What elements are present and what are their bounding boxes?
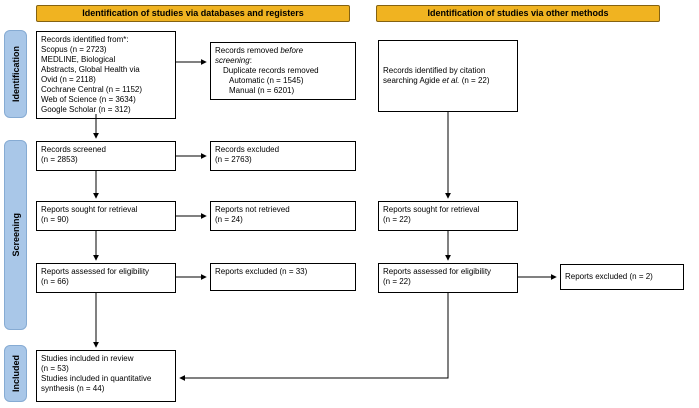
box-line: (n = 22) bbox=[383, 215, 411, 224]
box-line bbox=[215, 46, 351, 56]
stage-label-text: Identification bbox=[10, 46, 21, 102]
studies-included-box bbox=[36, 350, 176, 402]
box-line: (n = 66) bbox=[41, 277, 69, 286]
arrow-other-methods-to-included bbox=[180, 293, 448, 378]
box-line: Abstracts, Global Health via bbox=[41, 65, 140, 74]
box-line: Records identified by citation bbox=[383, 66, 486, 75]
box-line bbox=[383, 76, 513, 86]
stage-label-text: Included bbox=[10, 354, 21, 392]
box-line bbox=[215, 56, 351, 66]
text-span: : bbox=[249, 56, 252, 65]
box-line: (n = 24) bbox=[215, 215, 243, 224]
text-italic: screening bbox=[215, 56, 250, 65]
stage-label-text: Screening bbox=[10, 213, 21, 257]
reports-eligibility-box bbox=[36, 263, 176, 293]
stage-label-identification bbox=[4, 30, 27, 118]
stage-label-included bbox=[4, 345, 27, 402]
box-line: Records excluded bbox=[215, 145, 280, 154]
box-line: Ovid (n = 2118) bbox=[41, 75, 96, 84]
reports-not-retrieved-box bbox=[210, 201, 356, 231]
box-line: Automatic (n = 1545) bbox=[229, 76, 304, 85]
box-line: (n = 53) bbox=[41, 364, 69, 373]
box-line: Reports sought for retrieval bbox=[41, 205, 138, 214]
box-line: Reports assessed for eligibility bbox=[383, 267, 492, 276]
reports-sought-box bbox=[36, 201, 176, 231]
box-line: (n = 22) bbox=[383, 277, 411, 286]
text-span: (n = 22) bbox=[459, 76, 490, 85]
reports-excluded-box bbox=[210, 263, 356, 291]
box-line: Records screened bbox=[41, 145, 106, 154]
box-line: Manual (n = 6201) bbox=[229, 86, 295, 95]
box-line: Reports excluded (n = 2) bbox=[565, 272, 653, 281]
box-line: Scopus (n = 2723) bbox=[41, 45, 107, 54]
box-line: (n = 2763) bbox=[215, 155, 252, 164]
box-line: Google Scholar (n = 312) bbox=[41, 105, 131, 114]
text-italic: et al. bbox=[442, 76, 460, 85]
box-line: Records identified from*: bbox=[41, 35, 129, 44]
box-line: Reports sought for retrieval bbox=[383, 205, 480, 214]
box-line: synthesis (n = 44) bbox=[41, 384, 105, 393]
box-line: Reports assessed for eligibility bbox=[41, 267, 150, 276]
box-line: Studies included in review bbox=[41, 354, 134, 363]
box-line: (n = 2853) bbox=[41, 155, 78, 164]
box-line: Duplicate records removed bbox=[223, 66, 319, 75]
reports-sought-other-box bbox=[378, 201, 518, 231]
records-removed-box bbox=[210, 42, 356, 100]
records-identified-box bbox=[36, 31, 176, 119]
reports-excluded-other-box bbox=[560, 264, 684, 290]
box-line: Reports excluded (n = 33) bbox=[215, 267, 308, 276]
box-line: Studies included in quantitative bbox=[41, 374, 152, 383]
reports-eligibility-other-box bbox=[378, 263, 518, 293]
stage-label-screening bbox=[4, 140, 27, 330]
box-line: (n = 90) bbox=[41, 215, 69, 224]
box-line: Reports not retrieved bbox=[215, 205, 290, 214]
box-line: Cochrane Central (n = 1152) bbox=[41, 85, 143, 94]
text-italic: before bbox=[280, 46, 304, 55]
citation-identified-box bbox=[378, 40, 518, 112]
box-line: MEDLINE, Biological bbox=[41, 55, 116, 64]
records-excluded-box bbox=[210, 141, 356, 171]
header-other-methods: Identification of studies via other methods bbox=[376, 5, 660, 22]
text-span: searching Agide bbox=[383, 76, 443, 85]
text-span: Records removed bbox=[215, 46, 281, 55]
records-screened-box bbox=[36, 141, 176, 171]
header-databases-registers: Identification of studies via databases and registers bbox=[36, 5, 350, 22]
box-line: Web of Science (n = 3634) bbox=[41, 95, 136, 104]
